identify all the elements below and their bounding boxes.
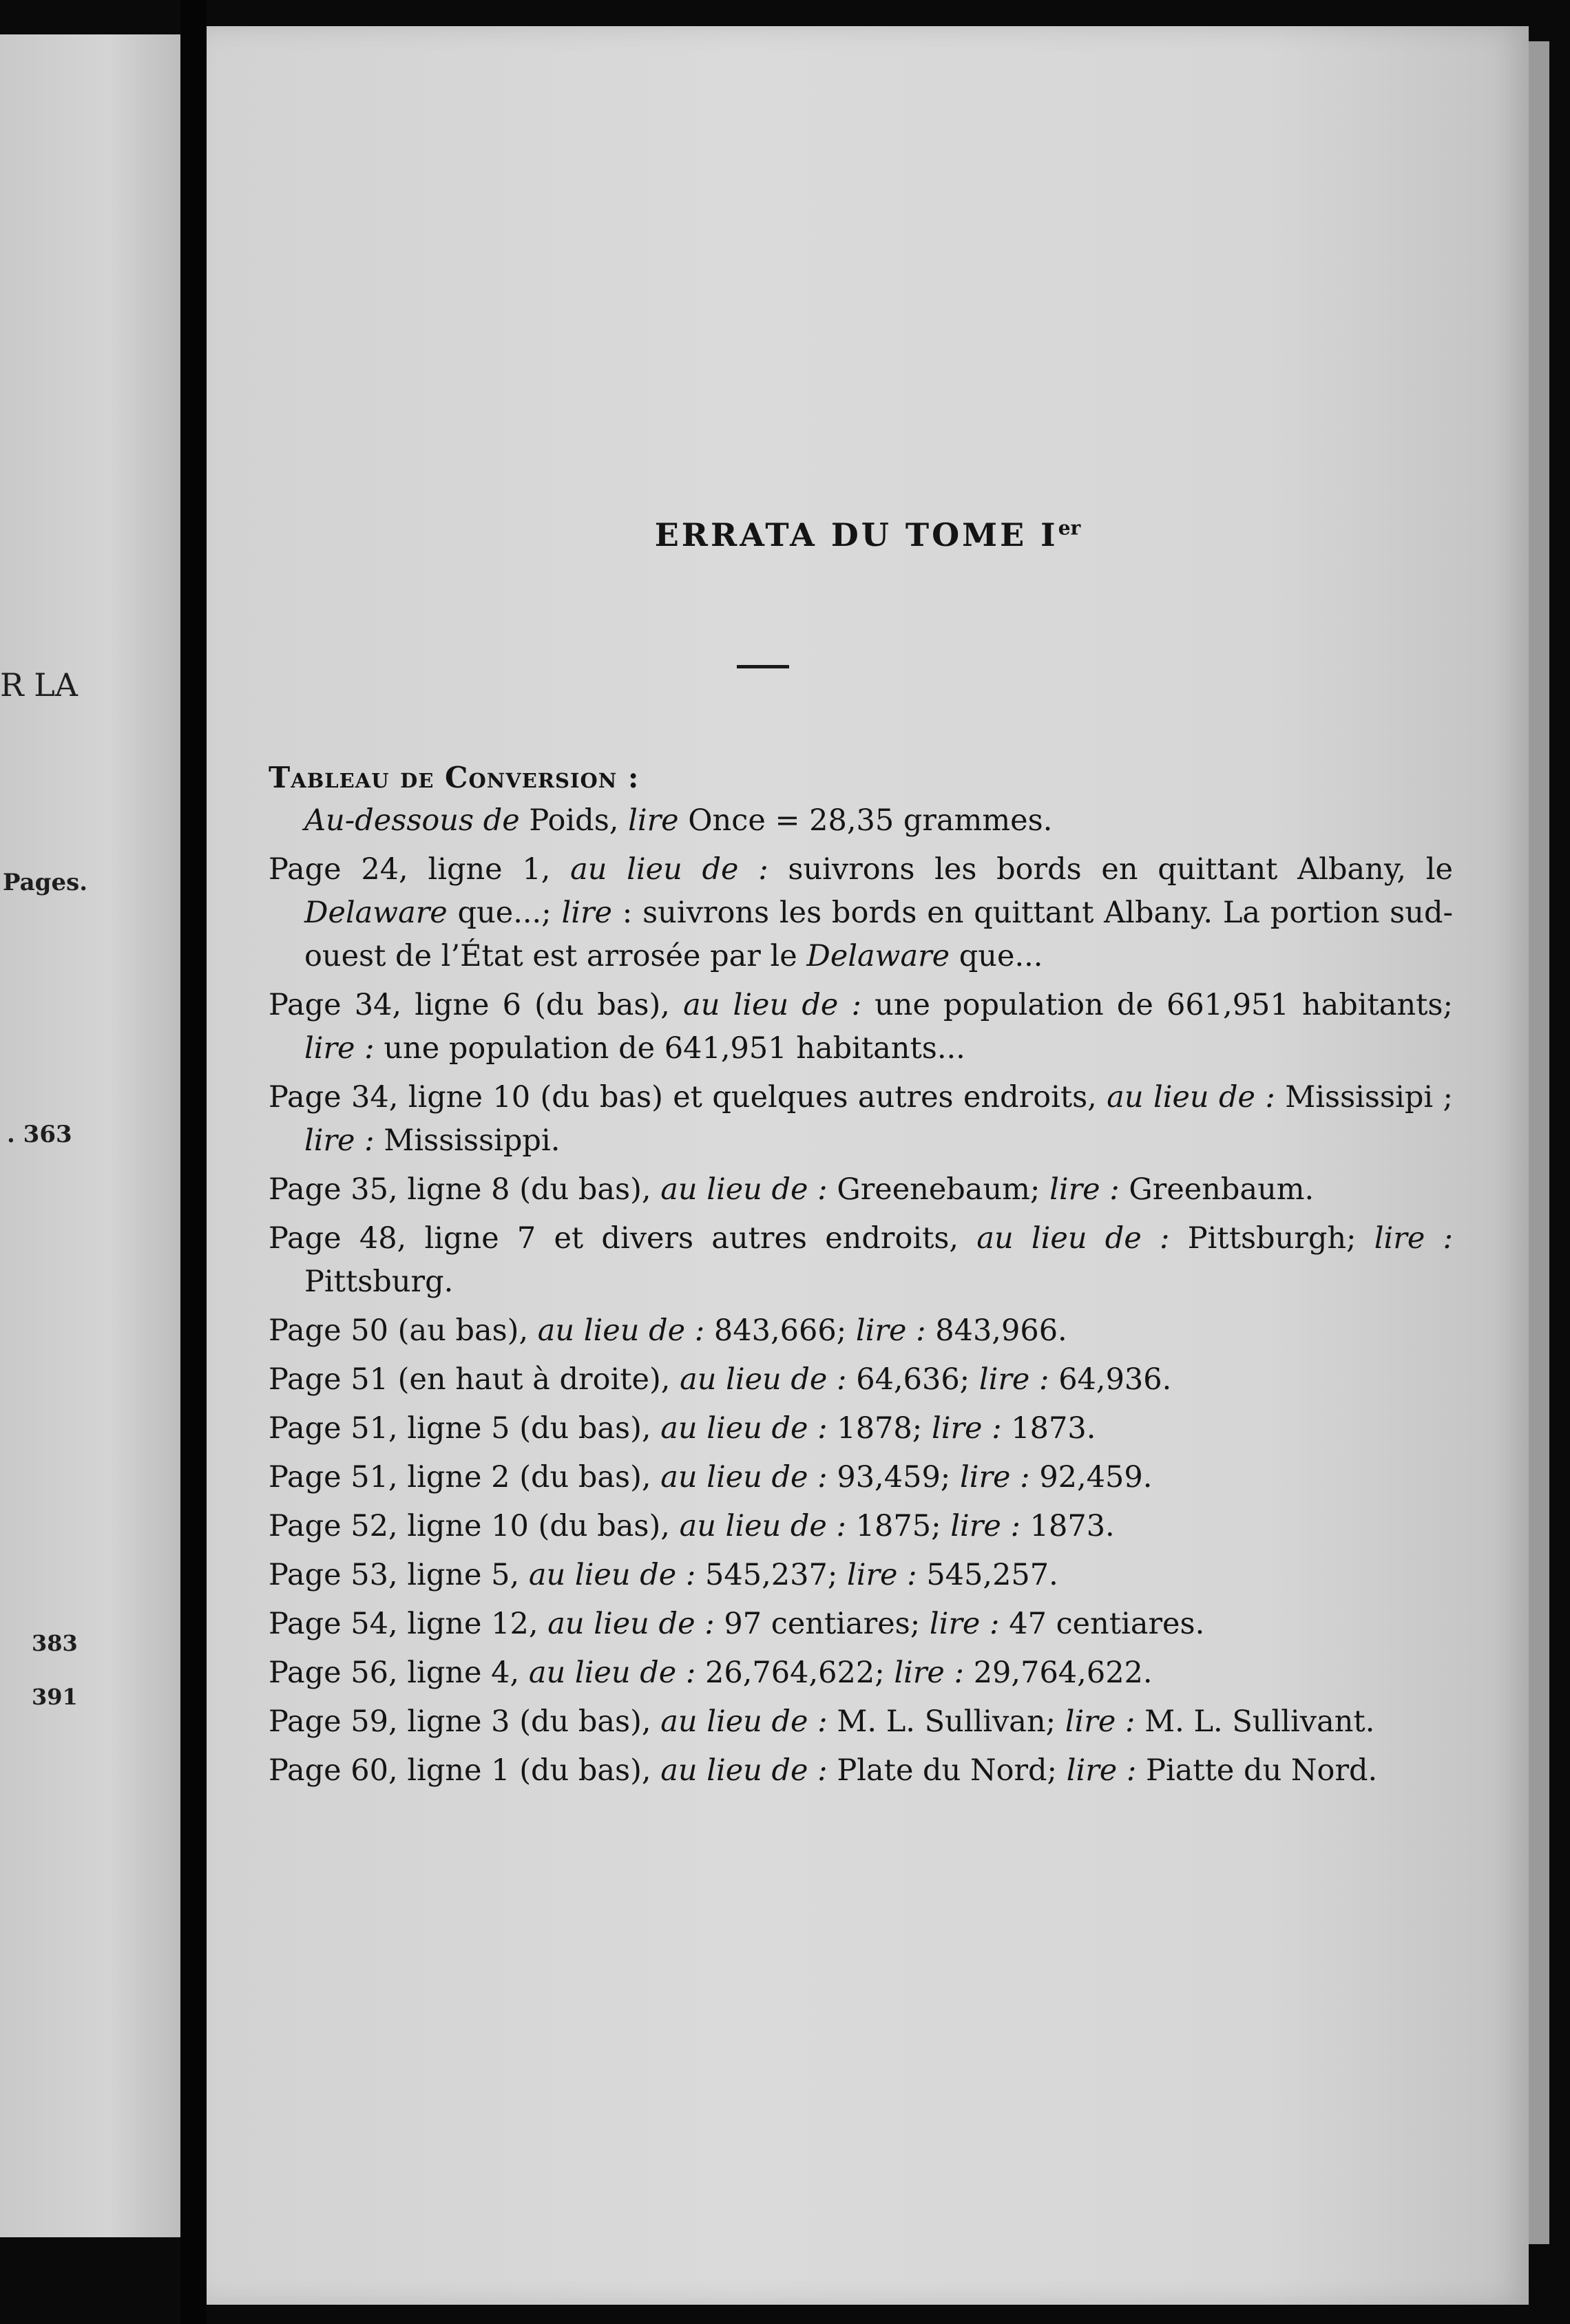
errata-text: Plate du Nord; xyxy=(837,1753,1067,1788)
errata-italic-text: au lieu de : xyxy=(660,1172,837,1207)
errata-text: 1875; xyxy=(855,1509,951,1543)
errata-text: 843,966. xyxy=(935,1313,1067,1348)
errata-italic-text: au lieu de : xyxy=(660,1460,837,1494)
errata-text: 92,459. xyxy=(1039,1460,1153,1494)
errata-entry xyxy=(269,799,1453,843)
errata-italic-text: au lieu de : xyxy=(976,1221,1188,1256)
book-gutter xyxy=(180,0,207,2324)
errata-italic-text: lire : xyxy=(855,1313,936,1348)
errata-italic-text: lire : xyxy=(929,1607,1009,1641)
facing-page-fragment: . 363 xyxy=(7,1121,72,1148)
errata-text: Greenebaum; xyxy=(837,1172,1050,1207)
errata-text: Page 34, ligne 6 (du bas), xyxy=(269,988,684,1022)
errata-italic-text: au lieu de : xyxy=(660,1704,837,1739)
errata-text: que...; xyxy=(457,896,562,930)
title-text: ERRATA DU TOME I xyxy=(654,516,1058,553)
errata-entry xyxy=(269,1554,1453,1597)
errata-italic-text: Delaware xyxy=(806,939,959,973)
errata-text: Page 51 (en haut à droite), xyxy=(269,1362,680,1397)
errata-italic-text: Delaware xyxy=(304,896,458,930)
errata-text: Once = 28,35 grammes. xyxy=(688,803,1053,838)
errata-text: 64,636; xyxy=(856,1362,979,1397)
errata-list xyxy=(269,756,1453,1798)
errata-italic-text: lire : xyxy=(846,1558,927,1592)
errata-italic-text: lire : xyxy=(978,1362,1059,1397)
errata-entry xyxy=(269,1700,1453,1744)
errata-text: 843,666; xyxy=(713,1313,856,1348)
errata-text: Page 56, ligne 4, xyxy=(269,1656,529,1690)
errata-entry xyxy=(269,1168,1453,1212)
errata-text: 1878; xyxy=(837,1411,932,1446)
errata-italic-text: au lieu de : xyxy=(570,852,788,887)
errata-text: 1873. xyxy=(1011,1411,1096,1446)
errata-entry xyxy=(269,1749,1453,1793)
errata-text: Page 59, ligne 3 (du bas), xyxy=(269,1704,661,1739)
errata-entry xyxy=(269,848,1453,978)
errata-italic-text: lire : xyxy=(1374,1221,1453,1256)
errata-entry xyxy=(269,1505,1453,1548)
errata-italic-text: lire xyxy=(561,896,613,930)
errata-entries xyxy=(269,799,1453,1793)
facing-page-fragment: 391 xyxy=(32,1684,78,1710)
errata-text: une population de 661,951 habitants; xyxy=(875,988,1453,1022)
errata-italic-text: au lieu de : xyxy=(1107,1080,1286,1115)
errata-entry xyxy=(269,1651,1453,1695)
facing-page-fragment: 383 xyxy=(32,1630,78,1656)
errata-italic-text: lire : xyxy=(931,1411,1012,1446)
page-title xyxy=(207,516,1529,553)
errata-italic-text: lire : xyxy=(304,1123,384,1158)
errata-text: 93,459; xyxy=(837,1460,960,1494)
section-heading: Tableau de Conversion : xyxy=(269,761,640,794)
errata-text: Page 24, ligne 1, xyxy=(269,852,571,887)
title-superscript: er xyxy=(1058,516,1081,540)
errata-text: une population de 641,951 habitants... xyxy=(384,1031,965,1066)
errata-italic-text: au lieu de : xyxy=(680,1362,857,1397)
errata-entry xyxy=(269,1407,1453,1450)
errata-text: : suivrons les bords en quittant Albany. La portion sud-ouest de l’État est arrosée par le xyxy=(304,896,1453,973)
title-divider xyxy=(737,665,789,668)
errata-text: Page 51, ligne 2 (du bas), xyxy=(269,1460,661,1494)
errata-text: 47 centiares. xyxy=(1009,1607,1205,1641)
errata-text: Page 52, ligne 10 (du bas), xyxy=(269,1509,680,1543)
errata-text: Pittsburgh; xyxy=(1187,1221,1374,1256)
errata-entry xyxy=(269,984,1453,1070)
errata-entry xyxy=(269,1076,1453,1163)
errata-italic-text: lire xyxy=(628,803,689,838)
errata-italic-text: au lieu de : xyxy=(528,1656,705,1690)
errata-entry xyxy=(269,1309,1453,1353)
errata-text: 1873. xyxy=(1029,1509,1115,1543)
errata-italic-text: lire : xyxy=(304,1031,384,1066)
facing-page-fragment: Pages. xyxy=(3,869,88,896)
errata-entry xyxy=(269,1603,1453,1646)
errata-italic-text: au lieu de : xyxy=(528,1558,705,1592)
errata-italic-text: lire : xyxy=(959,1460,1040,1494)
errata-entry xyxy=(269,1456,1453,1499)
errata-italic-text: au lieu de : xyxy=(547,1607,724,1641)
page-edge xyxy=(1529,41,1549,2244)
errata-italic-text: lire : xyxy=(894,1656,974,1690)
errata-text: 545,257. xyxy=(926,1558,1058,1592)
errata-text: Page 48, ligne 7 et divers autres endroits, xyxy=(269,1221,977,1256)
errata-italic-text: lire : xyxy=(1065,1704,1145,1739)
errata-page xyxy=(207,26,1529,2305)
errata-text: Mississipi ; xyxy=(1285,1080,1453,1115)
errata-italic-text: lire : xyxy=(1049,1172,1129,1207)
errata-text: Page 51, ligne 5 (du bas), xyxy=(269,1411,661,1446)
errata-italic-text: au lieu de : xyxy=(660,1411,837,1446)
errata-text: 545,237; xyxy=(705,1558,847,1592)
errata-text: Page 35, ligne 8 (du bas), xyxy=(269,1172,661,1207)
errata-italic-text: Au-dessous de xyxy=(304,803,530,838)
errata-italic-text: au lieu de : xyxy=(679,1509,856,1543)
errata-text: 26,764,622; xyxy=(705,1656,894,1690)
errata-text: 64,936. xyxy=(1058,1362,1172,1397)
errata-text: Pittsburg. xyxy=(304,1265,454,1299)
errata-text: Page 53, ligne 5, xyxy=(269,1558,529,1592)
errata-text: M. L. Sullivant. xyxy=(1144,1704,1375,1739)
errata-entry xyxy=(269,1217,1453,1304)
errata-text: Page 60, ligne 1 (du bas), xyxy=(269,1753,661,1788)
errata-italic-text: lire : xyxy=(1066,1753,1147,1788)
errata-entry xyxy=(269,1358,1453,1402)
errata-text: suivrons les bords en quittant Albany, le xyxy=(788,852,1453,887)
errata-italic-text: au lieu de : xyxy=(660,1753,837,1788)
errata-italic-text: lire : xyxy=(950,1509,1030,1543)
errata-text: Mississippi. xyxy=(384,1123,561,1158)
errata-italic-text: au lieu de : xyxy=(537,1313,714,1348)
facing-page-fragment: R LA xyxy=(0,666,78,704)
errata-text: 29,764,622. xyxy=(973,1656,1153,1690)
errata-text: 97 centiares; xyxy=(724,1607,930,1641)
facing-page-strip xyxy=(0,34,180,2237)
errata-text: Page 34, ligne 10 (du bas) et quelques autres endroits, xyxy=(269,1080,1107,1115)
errata-text: Poids, xyxy=(529,803,629,838)
errata-italic-text: au lieu de : xyxy=(683,988,875,1022)
errata-text: Page 50 (au bas), xyxy=(269,1313,538,1348)
errata-text: Greenbaum. xyxy=(1129,1172,1315,1207)
errata-text: que... xyxy=(959,939,1043,973)
errata-text: Piatte du Nord. xyxy=(1146,1753,1378,1788)
errata-text: Page 54, ligne 12, xyxy=(269,1607,548,1641)
errata-text: M. L. Sullivan; xyxy=(837,1704,1065,1739)
